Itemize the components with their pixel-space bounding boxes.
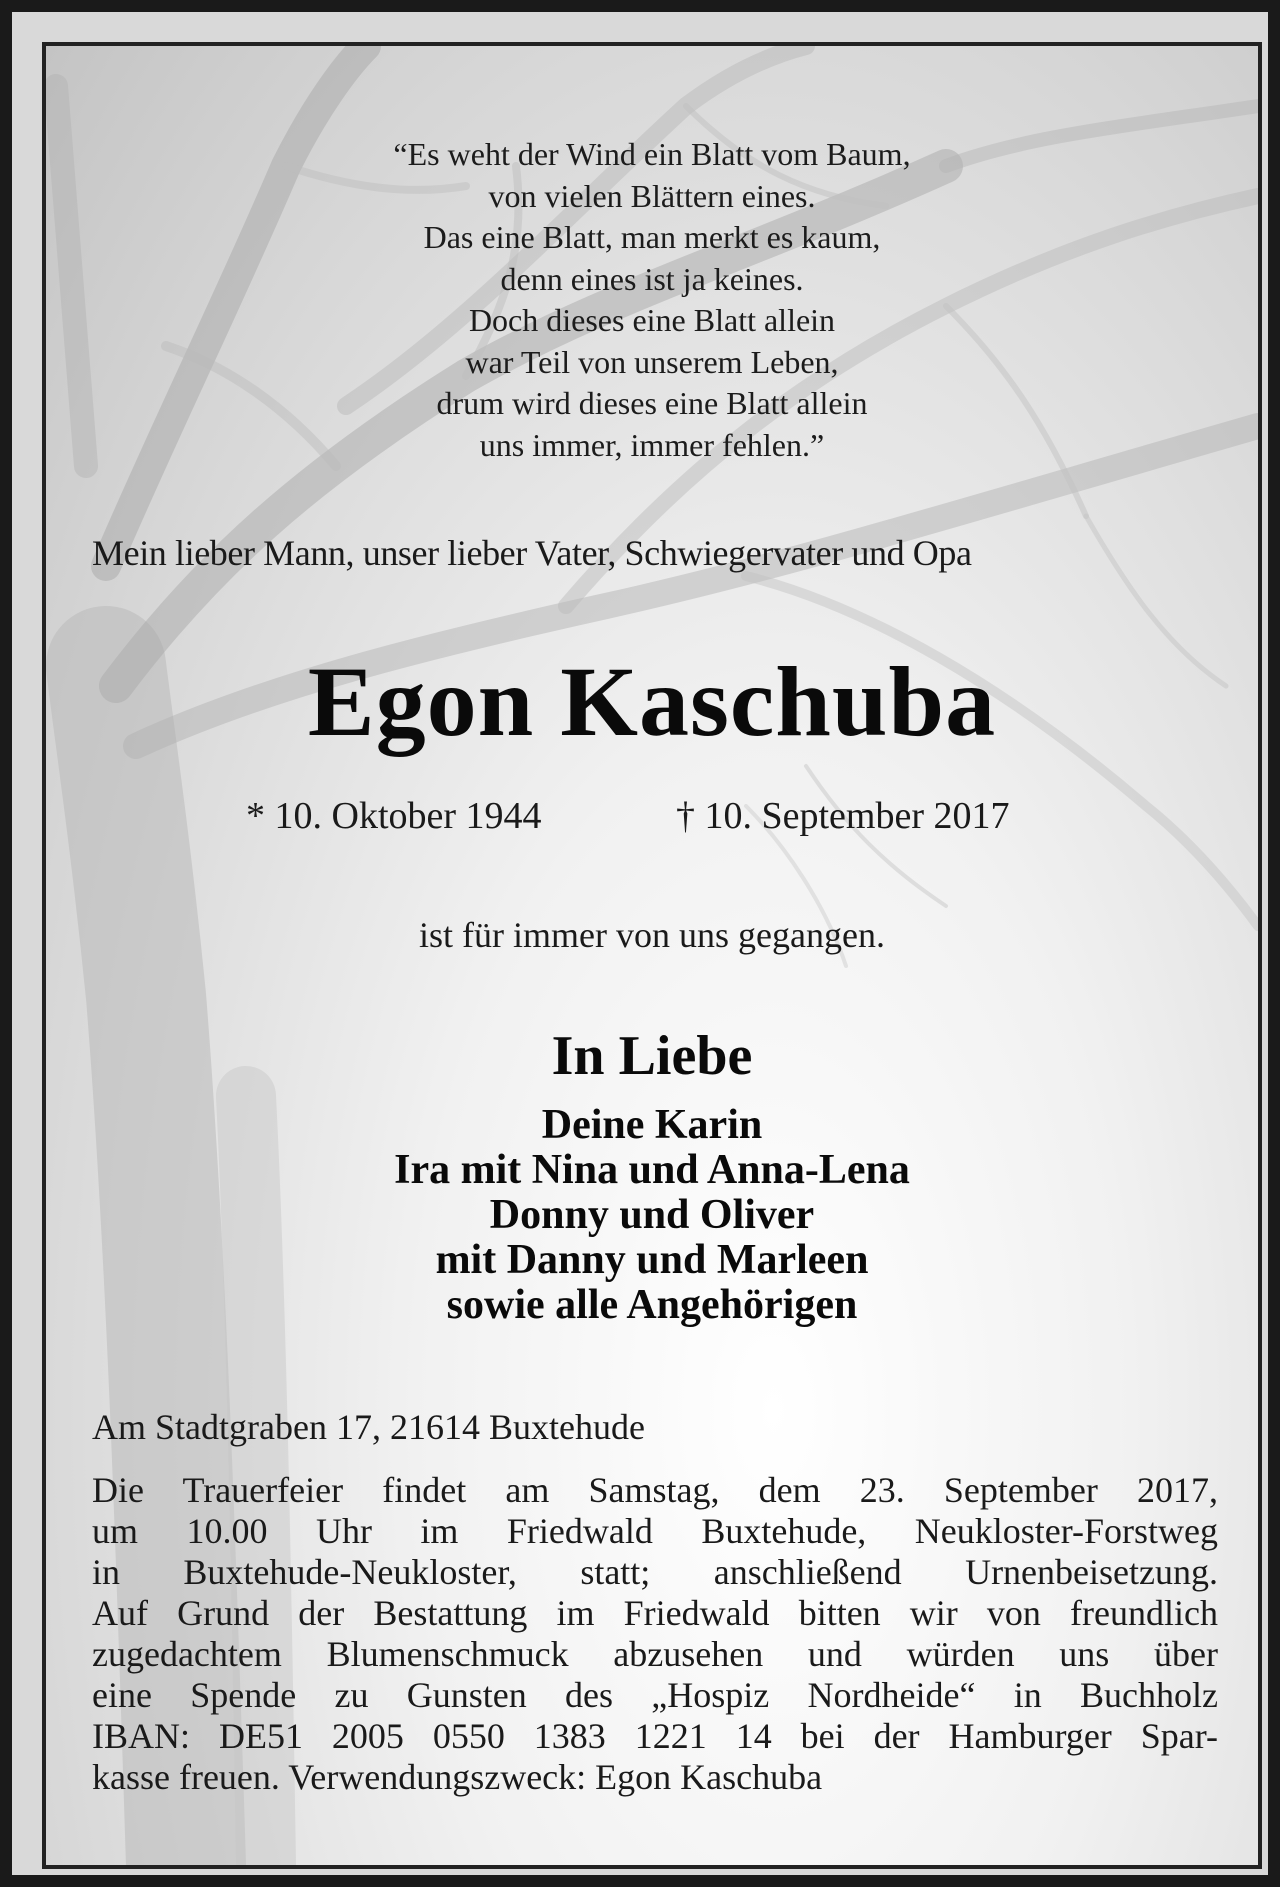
intro-line: Mein lieber Mann, unser lieber Vater, Schwiegervater und Opa: [92, 533, 972, 573]
poem-line: uns immer, immer fehlen.”: [479, 426, 825, 463]
in-love-heading: In Liebe: [551, 1025, 753, 1087]
details-line: zugedachtem Blumenschmuck abzusehen und würden uns über: [92, 1634, 1218, 1674]
details-line: IBAN: DE51 2005 0550 1383 1221 14 bei der Hamburger Spar-: [92, 1716, 1218, 1756]
family-line: Ira mit Nina und Anna-Lena: [394, 1147, 910, 1193]
family-line: mit Danny und Marleen: [435, 1237, 869, 1283]
funeral-details: [92, 1470, 1218, 1798]
poem-line: Das eine Blatt, man merkt es kaum,: [423, 219, 881, 255]
passing-statement: ist für immer von uns gegangen.: [419, 915, 885, 955]
details-line: kasse freuen. Verwendungszweck: Egon Kaschuba: [92, 1757, 823, 1797]
notice-content: [46, 46, 1258, 1865]
notice-inner-frame: [42, 42, 1262, 1869]
details-line: in Buxtehude-Neukloster, statt; anschließend Urnenbeisetzung.: [92, 1552, 1218, 1592]
birth-date: * 10. Oktober 1944: [246, 795, 542, 837]
poem-line: Doch dieses eine Blatt allein: [468, 302, 836, 338]
poem-line: denn eines ist ja keines.: [500, 260, 804, 297]
deceased-name: Egon Kaschuba: [307, 646, 997, 757]
poem-line: “Es weht der Wind ein Blatt vom Baum,: [393, 136, 911, 172]
family-line: Deine Karin: [541, 1102, 763, 1148]
details-line: eine Spende zu Gunsten des „Hospiz Nordheide“ in Buchholz: [92, 1675, 1218, 1715]
address: Am Stadtgraben 17, 21614 Buxtehude: [92, 1407, 645, 1447]
family-line: Donny und Oliver: [489, 1192, 815, 1238]
family-list: [46, 1103, 1258, 1328]
death-date: † 10. September 2017: [676, 795, 1010, 837]
details-line: Auf Grund der Bestattung im Friedwald bitten wir von freundlich: [92, 1593, 1218, 1633]
poem-line: drum wird dieses eine Blatt allein: [436, 385, 868, 421]
details-line: um 10.00 Uhr im Friedwald Buxtehude, Neukloster-Forstweg: [92, 1511, 1218, 1551]
poem-line: von vielen Blättern eines.: [488, 177, 816, 214]
family-line: sowie alle Angehörigen: [446, 1282, 858, 1328]
poem: [46, 134, 1258, 466]
poem-line: war Teil von unserem Leben,: [465, 343, 839, 380]
details-line: Die Trauerfeier findet am Samstag, dem 23. September 2017,: [92, 1470, 1218, 1510]
